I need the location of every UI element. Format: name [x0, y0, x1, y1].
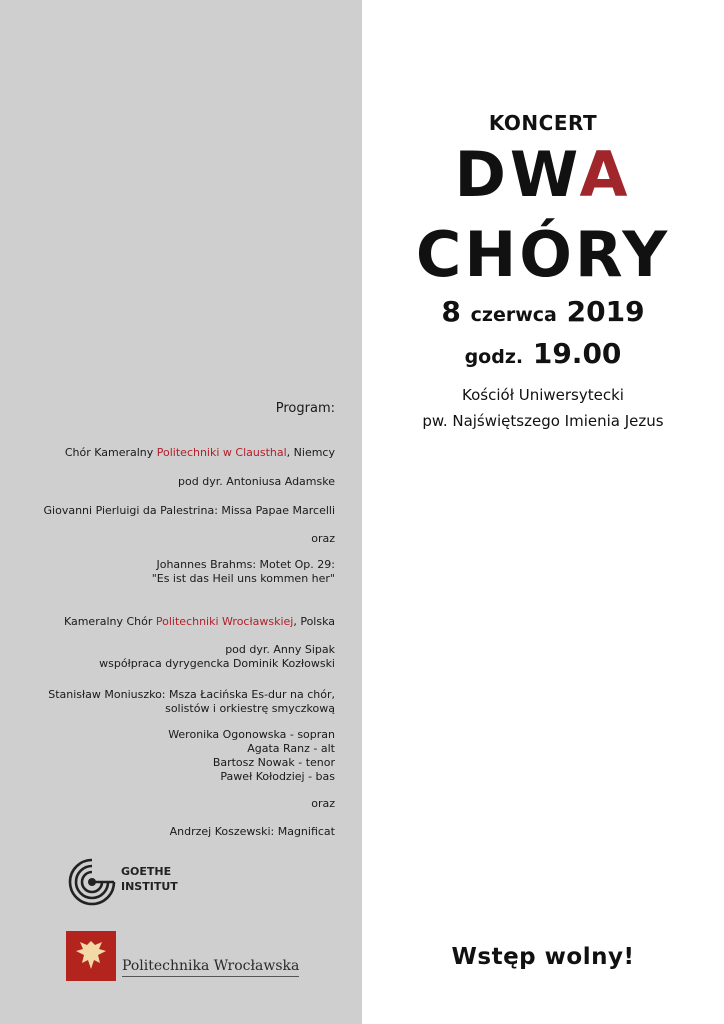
program-title: Program:: [275, 401, 335, 416]
oraz-2: oraz: [311, 797, 335, 810]
choir1-conductor: pod dyr. Antoniusa Adamske: [178, 475, 335, 488]
pwr-wordmark: Politechnika Wrocławska: [122, 958, 299, 977]
choir2-piece1: Stanisław Moniuszko: Msza Łacińska Es-dur na chór, solistów i orkiestrę smyczkową: [48, 688, 335, 715]
oraz-1: oraz: [311, 532, 335, 545]
event-place: Kościół Uniwersytecki pw. Najświętszego Imienia Jezus: [422, 386, 664, 430]
choir1-heading: Chór Kameralny Politechniki w Clausthal, Niemcy: [64, 446, 335, 459]
pwr-eagle-logo-icon: [66, 931, 116, 981]
title-accent-letter: A: [579, 138, 632, 211]
concert-label: KONCERT: [488, 111, 598, 135]
choir1-piece2: Johannes Brahms: Motet Op. 29: "Es ist das Heil uns kommen her": [151, 558, 335, 585]
free-entry-notice: Wstęp wolny!: [451, 944, 635, 970]
choir2-heading: Kameralny Chór Politechniki Wrocławskiej, Polska: [63, 615, 335, 628]
goethe-logo-icon: [66, 856, 118, 908]
choir1-university: Politechniki w Clausthal: [156, 446, 287, 459]
choir1-piece1: Giovanni Pierluigi da Palestrina: Missa Papae Marcelli: [43, 504, 335, 517]
goethe-wordmark: GOETHE INSTITUT: [121, 865, 178, 893]
choir2-university: Politechniki Wrocławskiej: [155, 615, 294, 628]
choir2-piece2: Andrzej Koszewski: Magnificat: [169, 825, 335, 838]
choir2-conductors: pod dyr. Anny Sipak współpraca dyrygencka Dominik Kozłowski: [99, 643, 335, 670]
title-line2: CHÓRY: [415, 218, 671, 291]
title-line1: DWA: [454, 138, 632, 211]
event-time: godz. 19.00: [464, 337, 622, 370]
event-date: 8 czerwca 2019: [441, 295, 645, 328]
soloists: Weronika Ogonowska - sopran Agata Ranz - alt Bartosz Nowak - tenor Paweł Kołodziej - bas: [168, 728, 335, 783]
right-panel: [362, 0, 724, 1024]
